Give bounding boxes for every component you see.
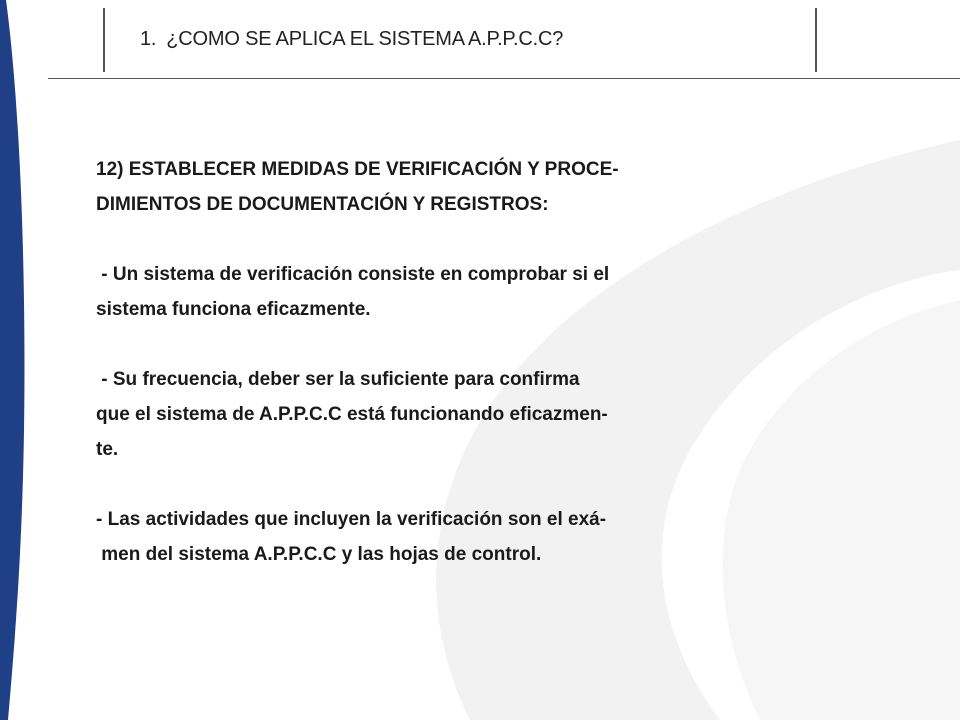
spacer — [96, 222, 776, 257]
page-title — [140, 28, 563, 51]
left-blue-band-shape — [0, 0, 24, 720]
paragraph-1-line-1: - Un sistema de verificación consiste en comprobar si el — [96, 264, 610, 285]
paragraph-1-line-2: sistema funciona eficazmente. — [96, 299, 371, 320]
spacer — [96, 327, 776, 362]
section-heading-line-2: DIMIENTOS DE DOCUMENTACIÓN Y REGISTROS: — [96, 194, 549, 215]
paragraph-3-line-1: - Las actividades que incluyen la verificación son el exá- — [96, 509, 607, 530]
paragraph-2-line-2: que el sistema de A.P.P.C.C está funcionando eficazmen- — [96, 404, 608, 425]
page-title-number: 1. — [140, 28, 157, 50]
page-title-text: ¿COMO SE APLICA EL SISTEMA A.P.P.C.C? — [166, 28, 564, 50]
header-divider-left — [103, 8, 105, 72]
paragraph-2-line-3: te. — [96, 439, 119, 460]
paragraph-3-line-2: men del sistema A.P.P.C.C y las hojas de control. — [96, 544, 542, 565]
section-heading-line-1: 12) ESTABLECER MEDIDAS DE VERIFICACIÓN Y PROCE- — [96, 159, 619, 180]
header-divider-right — [815, 8, 817, 72]
paragraph-2-line-1: - Su frecuencia, deber ser la suficiente para confirma — [96, 369, 580, 390]
header-underline — [48, 78, 960, 79]
slide-body — [96, 152, 776, 572]
spacer — [96, 467, 776, 502]
